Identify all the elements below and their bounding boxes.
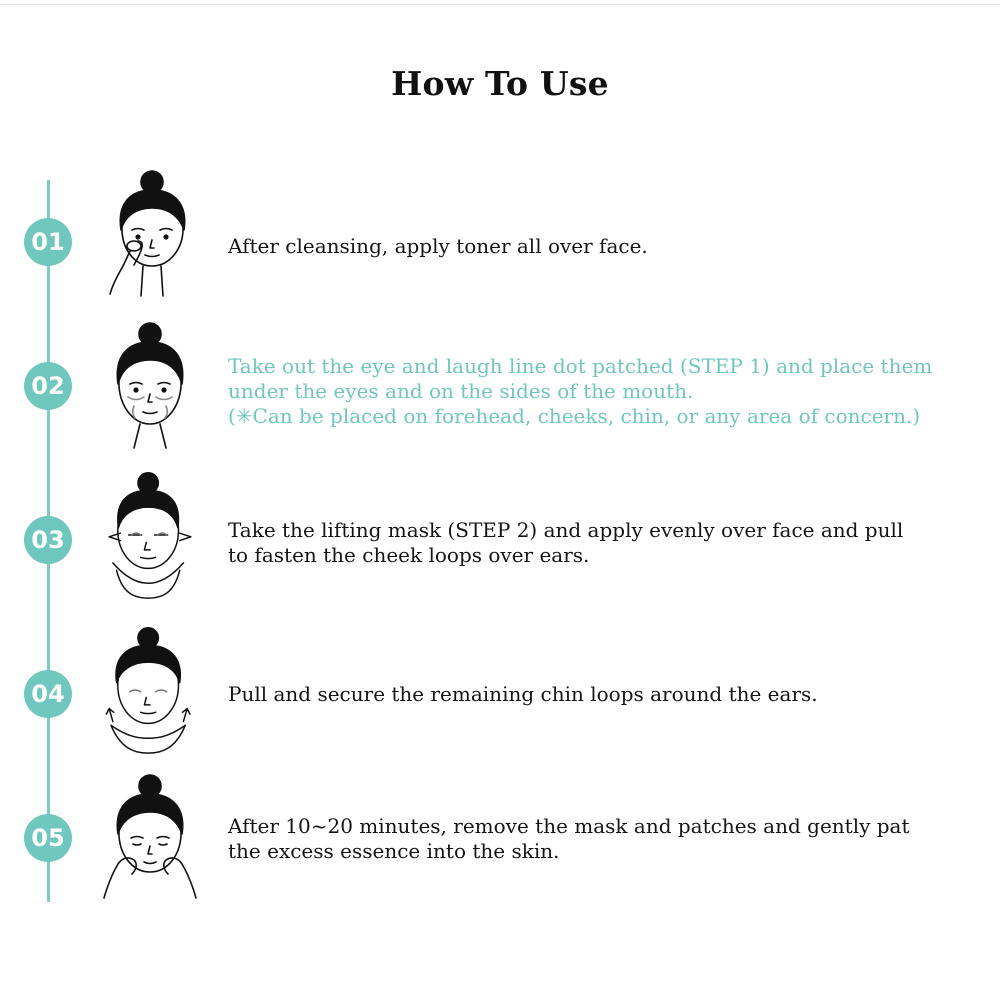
page-title: How To Use (391, 64, 609, 103)
step-line: under the eyes and on the sides of the mouth. (228, 379, 694, 403)
woman-with-eye-patches-icon (100, 320, 200, 450)
step-line: After cleansing, apply toner all over face. (228, 234, 648, 258)
step-line: Pull and secure the remaining chin loops around the ears. (228, 682, 818, 706)
step-number-badge: 04 (24, 670, 72, 718)
step-line: to fasten the cheek loops over ears. (228, 543, 590, 567)
step-line: Take out the eye and laugh line dot patched (STEP 1) and place them (228, 354, 933, 378)
step-line: Take the lifting mask (STEP 2) and apply evenly over face and pull (228, 518, 904, 542)
step-number-badge: 03 (24, 516, 72, 564)
step-instruction (228, 354, 968, 429)
step-line: (✳Can be placed on forehead, cheeks, chin, or any area of concern.) (228, 404, 921, 428)
woman-patting-skin-icon (100, 772, 200, 902)
step-instruction (228, 234, 968, 259)
step-line: After 10~20 minutes, remove the mask and patches and gently pat (228, 814, 910, 838)
step-number-badge: 01 (24, 218, 72, 266)
step-number-badge: 05 (24, 814, 72, 862)
woman-applying-toner-icon (100, 168, 200, 298)
step-instruction (228, 518, 968, 568)
woman-wearing-lifting-mask-icon (100, 470, 200, 600)
step-line: the excess essence into the skin. (228, 839, 560, 863)
top-divider (0, 4, 1000, 5)
step-instruction (228, 814, 968, 864)
step-instruction (228, 682, 968, 707)
step-number-badge: 02 (24, 362, 72, 410)
woman-securing-chin-loops-icon (100, 625, 200, 755)
